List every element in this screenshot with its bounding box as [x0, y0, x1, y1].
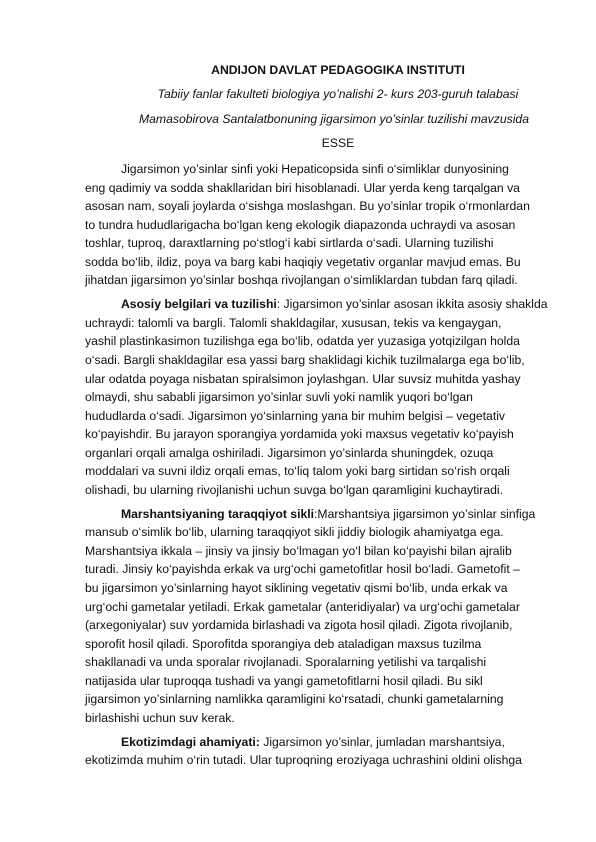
- text-line: Jigarsimon yo’sinlar sinfi yoki Hepaticopsida sinfi o‘simliklar dunyosining: [121, 162, 509, 176]
- section-heading: Asosiy belgilari va tuzilishi: [121, 297, 277, 312]
- text-line: urg‘ochi gametalar yetiladi. Erkak gametalar (anteridiyalar) va urg‘ochi gametalar: [85, 599, 520, 614]
- section-heading: Ekotizimdagi ahamiyati:: [121, 734, 260, 749]
- text-line: birlashishi uchun suv kerak.: [85, 710, 235, 725]
- text-line: jigarsimon yo’sinlarning namlikka qaramligini ko‘rsatadi, chunki gametalarning: [85, 692, 504, 707]
- institute-name: ANDIJON DAVLAT PEDAGOGIKA INSTITUTI: [211, 63, 465, 77]
- paragraph-main-features: [85, 295, 548, 499]
- text-line: organlari orqali amalga oshiriladi. Jigarsimon yo’sinlarda shuningdek, ozuqa: [85, 445, 494, 460]
- text-line: asosan nam, soyali joylarda o‘sishga moslashgan. Bu yo’sinlar tropik o‘rmonlardan: [85, 199, 530, 214]
- text-line: shakllanadi va unda sporalar rivojlanadi. Sporalarning yetilishi va tarqalishi: [85, 655, 487, 670]
- text-line: olishadi, bu ularning rivojlanishi uchun suvga bo‘lgan qaramligini kuchaytiradi.: [85, 482, 504, 497]
- text-line: yashil plastinkasimon tuzilishga ega bo‘lib, odatda yer yuzasiga yotqizilgan holda: [85, 334, 520, 349]
- section-heading: Marshantsiyaning taraqqiyot sikli: [121, 506, 315, 521]
- paragraph-intro: [85, 160, 530, 290]
- text-run: :Marshantsiya jigarsimon yo’sinlar sinfiga: [314, 506, 536, 521]
- text-line: moddalari va suvni ildiz orqali emas, to‘liq talom yoki barg sirtidan so‘rish orqali: [85, 464, 510, 479]
- text-run: : Jigarsimon yo’sinlar asosan ikkita asosiy shaklda: [276, 297, 548, 312]
- text-line: Marshantsiya ikkala – jinsiy va jinsiy bo‘lmagan yo‘l bilan ko‘payishi bilan ajralib: [85, 543, 512, 558]
- text-line: [85, 295, 548, 314]
- paragraph-ecosystem: [85, 733, 525, 770]
- text-line: olmaydi, shu sababli jigarsimon yo’sinlar suvli yoki namlik yuqori bo‘lgan: [85, 390, 473, 405]
- document-subtitle-topic: Mamasobirova Santalatbonuning jigarsimon yo’sinlar tuzilishi mavzusida: [139, 112, 529, 126]
- essay-body: [85, 160, 548, 776]
- document-type-label: ESSE: [321, 136, 355, 150]
- text-run: Jigarsimon yo’sinlar, jumladan marshantsiya,: [259, 734, 505, 749]
- text-line: [85, 733, 525, 752]
- text-line: ko‘payishdir. Bu jarayon sporangiya yordamida yoki maxsus vegetativ ko‘payish: [85, 427, 514, 442]
- document-subtitle-faculty: Tabiiy fanlar fakulteti biologiya yo’nalishi 2- kurs 203-guruh talabasi: [157, 87, 519, 101]
- paragraph-life-cycle: [85, 505, 536, 728]
- text-line: ekotizimda muhim o‘rin tutadi. Ular tuproqning eroziyaga uchrashini oldini olishga: [85, 753, 522, 768]
- text-line: bu jigarsimon yo’sinlarning hayot siklining vegetativ qismi bo‘lib, unda erkak va: [85, 581, 508, 596]
- text-line: turadi. Jinsiy ko‘payishda erkak va urg‘ochi gametofitlar hosil bo‘ladi. Gametofit –: [85, 562, 520, 577]
- text-line: natijasida ular tuproqqa tushadi va yangi gametofitlarni hosil qiladi. Bu sikl: [85, 673, 483, 688]
- text-line: to tundra hududlarigacha bo‘lgan keng ekologik diapazonda uchraydi va asosan: [85, 217, 516, 232]
- text-line: mansub o‘simlik bo‘lib, ularning taraqqiyot sikli jiddiy biologik ahamiyatga ega.: [85, 525, 504, 540]
- text-line: uchraydi: talomli va bargli. Talomli shakldagilar, xususan, tekis va kengaygan,: [85, 315, 502, 330]
- text-line: (arxegoniyalar) suv yordamida birlashadi va zigota hosil qiladi. Zigota rivojlanib,: [85, 618, 513, 633]
- text-line: toshlar, tuproq, daraxtlarning po‘stlog‘i kabi sirtlarda o‘sadi. Ularning tuzilishi: [85, 236, 494, 251]
- text-line: sporofit hosil qiladi. Sporofitda sporangiya deb ataladigan maxsus tuzilma: [85, 636, 482, 651]
- text-line: [85, 505, 536, 524]
- text-line: eng qadimiy va sodda shakllaridan biri hisoblanadi. Ular yerda keng tarqalgan va: [85, 180, 520, 195]
- text-line: sodda bo‘lib, ildiz, poya va barg kabi haqiqiy vegetativ organlar mavjud emas. Bu: [85, 254, 521, 269]
- text-line: hududlarda o‘sadi. Jigarsimon yo‘sinlarning yana bir muhim belgisi – vegetativ: [85, 408, 506, 423]
- text-line: o‘sadi. Bargli shakldagilar esa yassi barg shaklidagi kichik tuzilmalarga ega bo‘lib,: [85, 352, 525, 367]
- text-line: ular odatda poyaga nisbatan spiralsimon joylashgan. Ular suvsiz muhitda yashay: [85, 371, 521, 386]
- text-line: jihatdan jigarsimon yo’sinlar boshqa rivojlangan o‘simliklardan tubdan farq qiladi.: [85, 273, 518, 288]
